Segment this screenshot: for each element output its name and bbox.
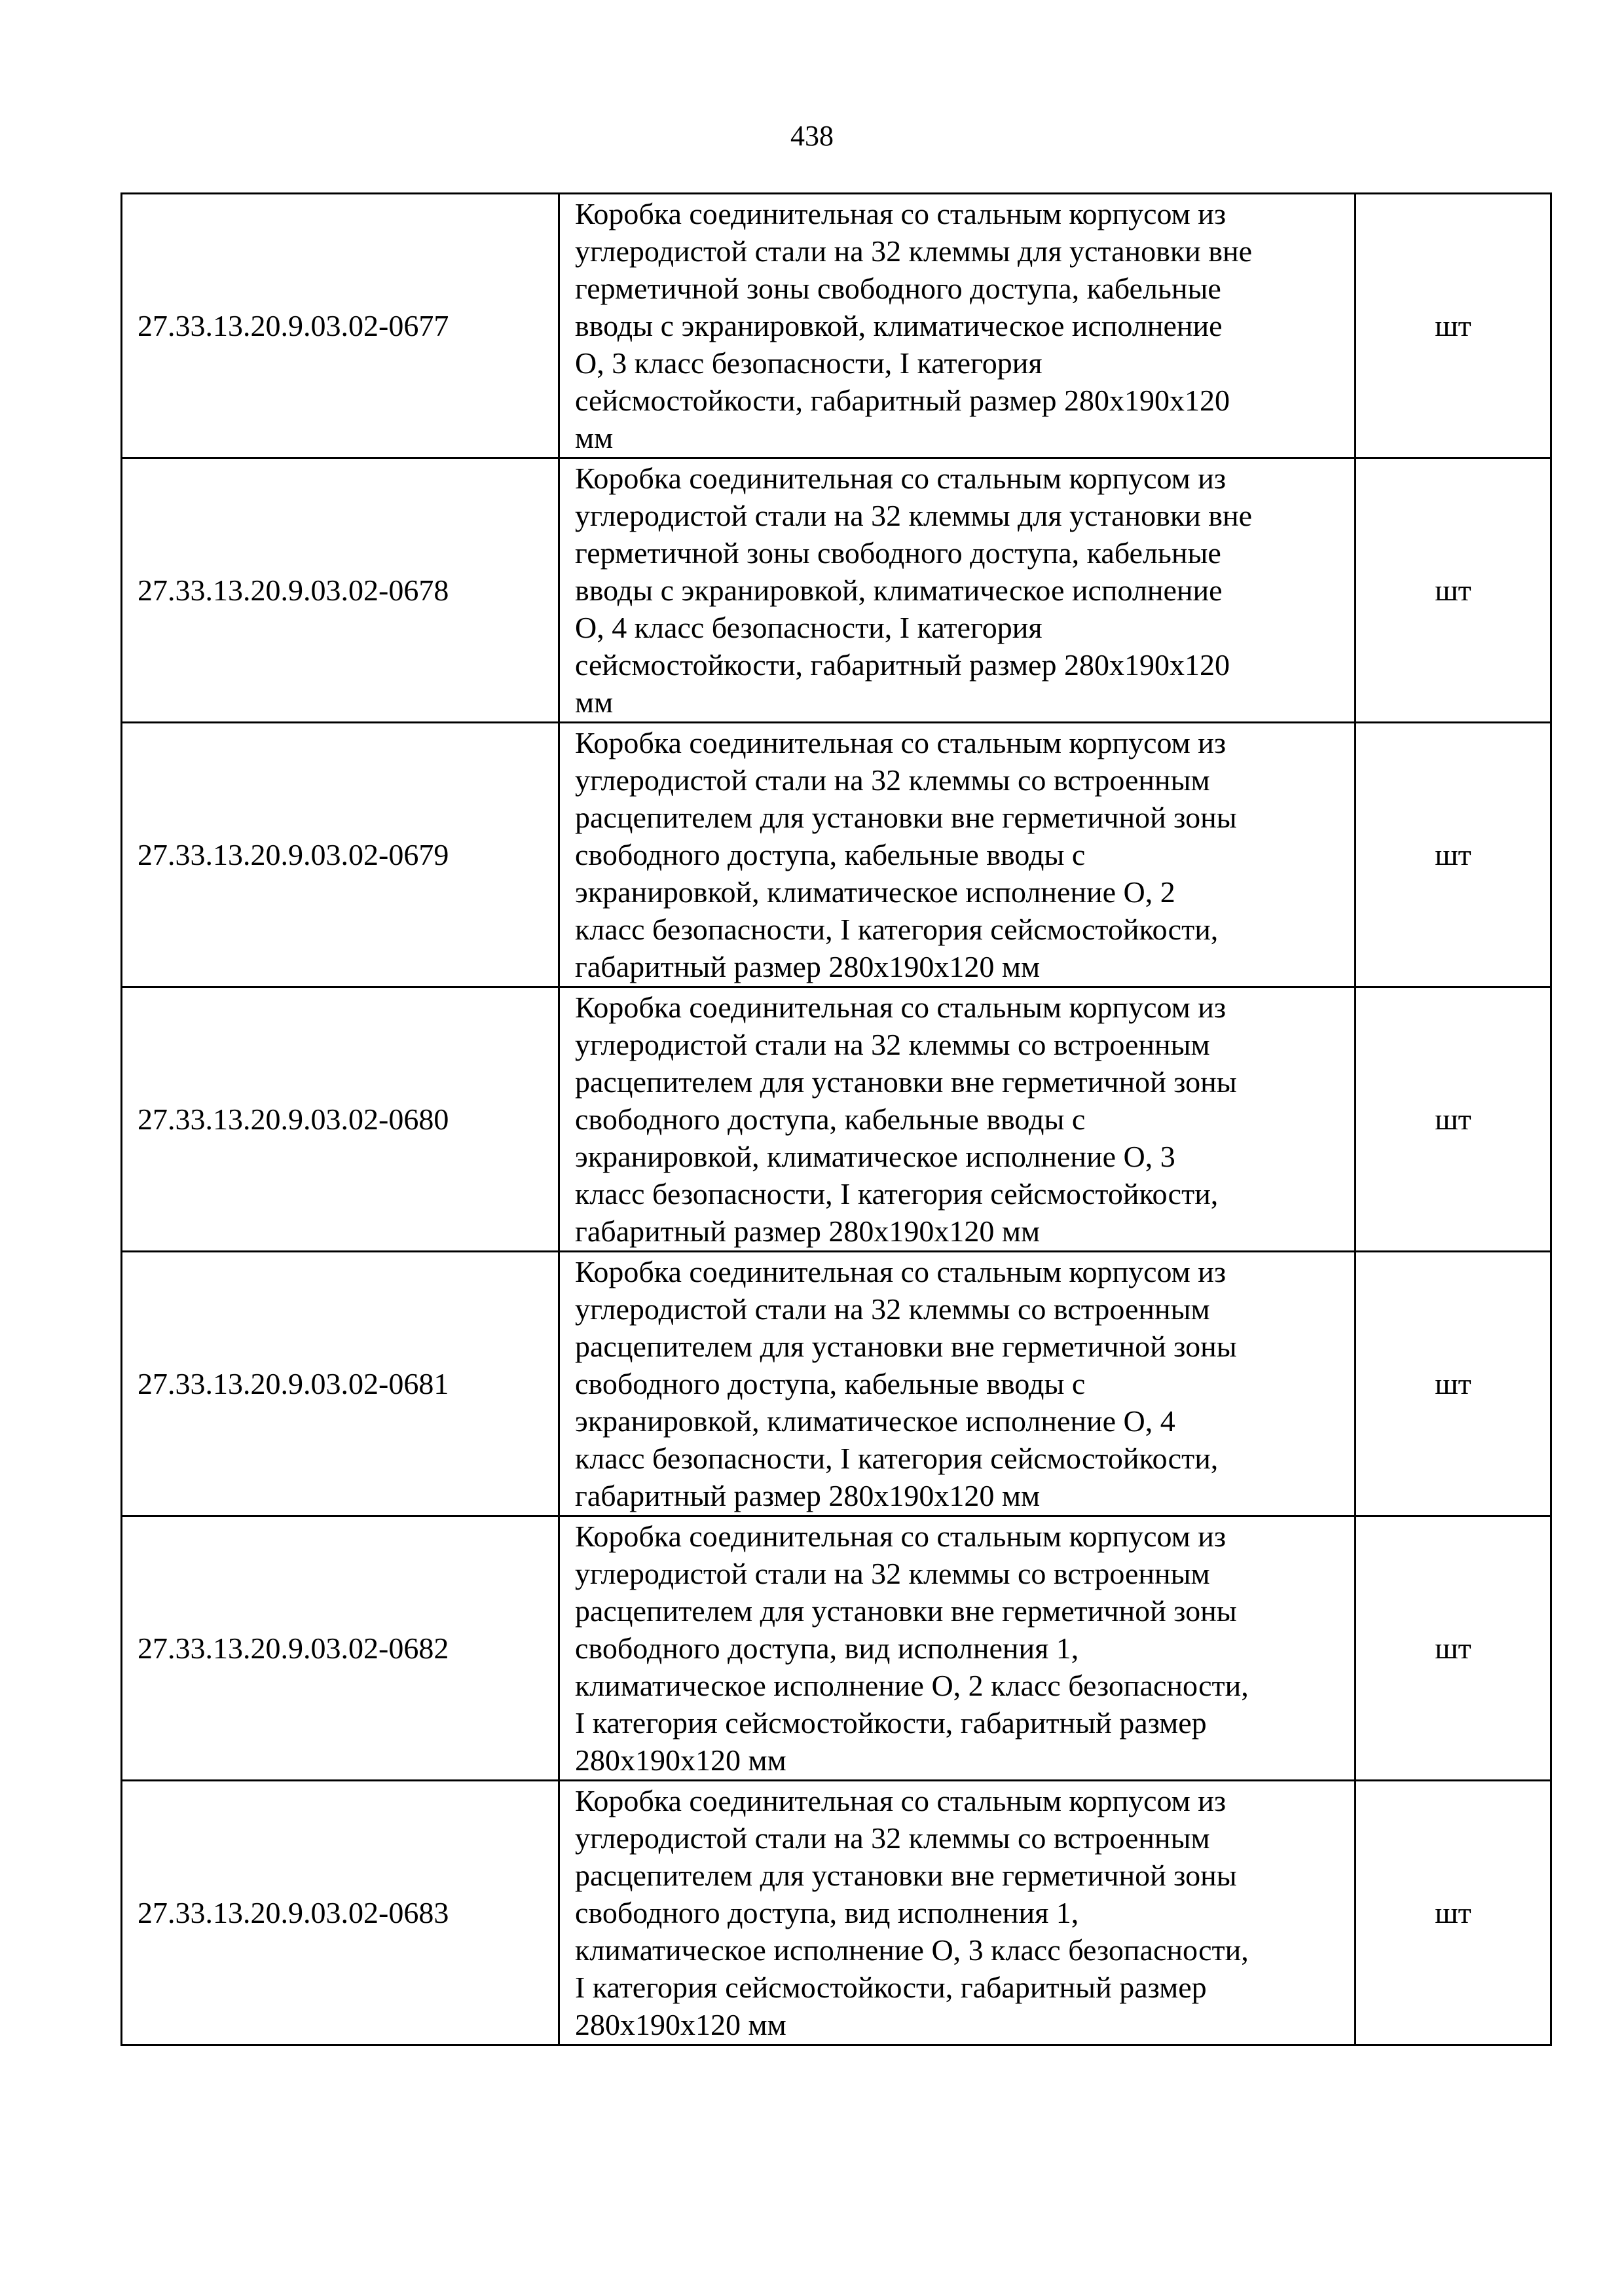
item-description-line: свободного доступа, кабельные вводы с xyxy=(575,1367,1086,1400)
item-description-line: свободного доступа, кабельные вводы с xyxy=(575,838,1086,871)
item-description xyxy=(559,1781,1356,2045)
items-table xyxy=(120,192,1552,2046)
item-code: 27.33.13.20.9.03.02-0681 xyxy=(122,1252,559,1516)
item-unit: шт xyxy=(1356,194,1551,458)
item-description-line: габаритный размер 280х190х120 мм xyxy=(575,950,1041,983)
item-unit: шт xyxy=(1356,1781,1551,2045)
item-code: 27.33.13.20.9.03.02-0683 xyxy=(122,1781,559,2045)
item-description-line: вводы с экранировкой, климатическое исполнение xyxy=(575,309,1223,342)
item-description-line: экранировкой, климатическое исполнение О, 3 xyxy=(575,1140,1175,1173)
item-description xyxy=(559,723,1356,987)
item-code: 27.33.13.20.9.03.02-0677 xyxy=(122,194,559,458)
item-description xyxy=(559,1252,1356,1516)
item-description-line: углеродистой стали на 32 клеммы со встроенным xyxy=(575,1028,1210,1061)
table-row xyxy=(122,1516,1551,1781)
item-description-line: герметичной зоны свободного доступа, кабельные xyxy=(575,272,1221,305)
table-row xyxy=(122,987,1551,1252)
item-description-line: Коробка соединительная со стальным корпусом из xyxy=(575,991,1227,1024)
item-description xyxy=(559,194,1356,458)
item-description-line: 280х190х120 мм xyxy=(575,1743,786,1777)
item-unit: шт xyxy=(1356,458,1551,723)
item-description-line: 280х190х120 мм xyxy=(575,2008,786,2041)
item-description-line: Коробка соединительная со стальным корпусом из xyxy=(575,462,1227,495)
item-description-line: класс безопасности, I категория сейсмостойкости, xyxy=(575,1442,1219,1475)
item-description-line: габаритный размер 280х190х120 мм xyxy=(575,1479,1041,1512)
item-description-line: углеродистой стали на 32 клеммы для установки вне xyxy=(575,234,1253,268)
item-description-line: класс безопасности, I категория сейсмостойкости, xyxy=(575,913,1219,946)
item-description-line: свободного доступа, вид исполнения 1, xyxy=(575,1896,1079,1929)
item-description-line: Коробка соединительная со стальным корпусом из xyxy=(575,1255,1227,1288)
item-description-line: О, 3 класс безопасности, I категория xyxy=(575,346,1043,380)
item-description xyxy=(559,1516,1356,1781)
item-description-line: сейсмостойкости, габаритный размер 280х190х120 xyxy=(575,648,1230,682)
item-description-line: климатическое исполнение О, 2 класс безопасности, xyxy=(575,1669,1249,1702)
item-description-line: мм xyxy=(575,421,614,454)
item-description-line: габаритный размер 280х190х120 мм xyxy=(575,1214,1041,1248)
table-row xyxy=(122,723,1551,987)
item-description-line: расцепителем для установки вне герметичной зоны xyxy=(575,1859,1237,1892)
item-description-line: углеродистой стали на 32 клеммы со встроенным xyxy=(575,1292,1210,1326)
page-number: 438 xyxy=(790,120,834,152)
item-description-line: Коробка соединительная со стальным корпусом из xyxy=(575,197,1227,230)
item-description-line: Коробка соединительная со стальным корпусом из xyxy=(575,726,1227,759)
item-code: 27.33.13.20.9.03.02-0682 xyxy=(122,1516,559,1781)
item-description-line: I категория сейсмостойкости, габаритный размер xyxy=(575,1706,1207,1740)
item-unit: шт xyxy=(1356,1252,1551,1516)
item-description-line: климатическое исполнение О, 3 класс безопасности, xyxy=(575,1933,1249,1967)
item-code: 27.33.13.20.9.03.02-0679 xyxy=(122,723,559,987)
item-description-line: О, 4 класс безопасности, I категория xyxy=(575,611,1043,644)
table-row xyxy=(122,194,1551,458)
item-description-line: расцепителем для установки вне герметичной зоны xyxy=(575,1065,1237,1099)
item-description-line: расцепителем для установки вне герметичной зоны xyxy=(575,1594,1237,1628)
item-unit: шт xyxy=(1356,987,1551,1252)
item-description-line: расцепителем для установки вне герметичной зоны xyxy=(575,801,1237,834)
item-description-line: свободного доступа, вид исполнения 1, xyxy=(575,1631,1079,1665)
table-row xyxy=(122,1781,1551,2045)
item-description-line: углеродистой стали на 32 клеммы со встроенным xyxy=(575,1821,1210,1855)
item-description-line: углеродистой стали на 32 клеммы со встроенным xyxy=(575,1557,1210,1590)
item-description-line: экранировкой, климатическое исполнение О, 2 xyxy=(575,875,1175,909)
item-description-line: расцепителем для установки вне герметичной зоны xyxy=(575,1330,1237,1363)
table-row xyxy=(122,458,1551,723)
item-description-line: свободного доступа, кабельные вводы с xyxy=(575,1102,1086,1136)
item-description-line: углеродистой стали на 32 клеммы со встроенным xyxy=(575,763,1210,797)
item-description-line: I категория сейсмостойкости, габаритный размер xyxy=(575,1971,1207,2004)
items-table-body xyxy=(122,194,1551,2045)
item-description xyxy=(559,987,1356,1252)
item-description-line: сейсмостойкости, габаритный размер 280х190х120 xyxy=(575,384,1230,417)
item-unit: шт xyxy=(1356,1516,1551,1781)
item-code: 27.33.13.20.9.03.02-0680 xyxy=(122,987,559,1252)
item-description-line: Коробка соединительная со стальным корпусом из xyxy=(575,1520,1227,1553)
item-description-line: вводы с экранировкой, климатическое исполнение xyxy=(575,574,1223,607)
item-unit: шт xyxy=(1356,723,1551,987)
item-description xyxy=(559,458,1356,723)
item-description-line: герметичной зоны свободного доступа, кабельные xyxy=(575,536,1221,570)
item-description-line: экранировкой, климатическое исполнение О, 4 xyxy=(575,1404,1175,1438)
item-description-line: мм xyxy=(575,685,614,719)
item-description-line: Коробка соединительная со стальным корпусом из xyxy=(575,1784,1227,1817)
item-code: 27.33.13.20.9.03.02-0678 xyxy=(122,458,559,723)
item-description-line: углеродистой стали на 32 клеммы для установки вне xyxy=(575,499,1253,532)
table-row xyxy=(122,1252,1551,1516)
item-description-line: класс безопасности, I категория сейсмостойкости, xyxy=(575,1177,1219,1211)
